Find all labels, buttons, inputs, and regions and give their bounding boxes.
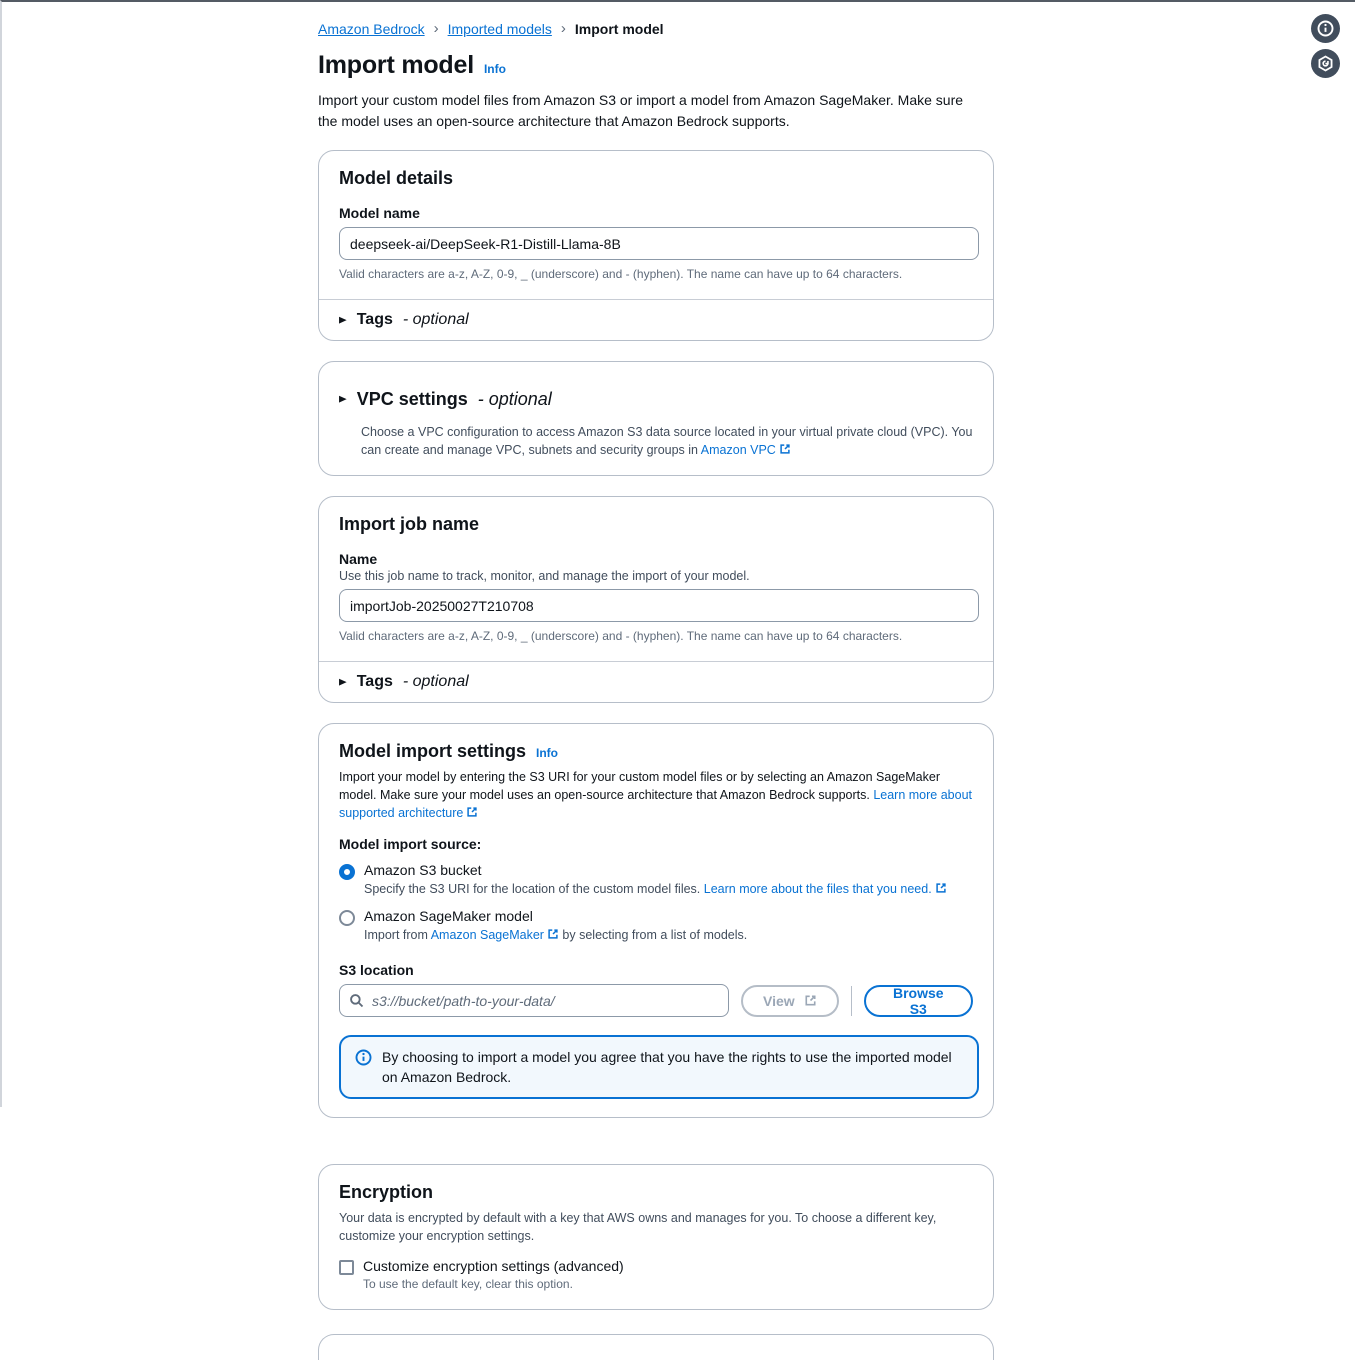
radio-unselected-icon[interactable]	[339, 910, 355, 926]
customize-encryption-label: Customize encryption settings (advanced)	[363, 1258, 624, 1274]
customize-encryption-row[interactable]	[339, 1258, 973, 1291]
caret-right-icon: ▶	[339, 315, 347, 325]
amazon-q-button[interactable]	[1311, 49, 1340, 78]
model-details-card	[318, 150, 994, 341]
radio-s3-description	[364, 881, 947, 898]
model-import-settings-card	[318, 723, 994, 1118]
external-link-icon	[466, 806, 478, 818]
radio-sagemaker-description	[364, 927, 747, 944]
amazon-vpc-link[interactable]: Amazon VPC	[700, 443, 776, 457]
page-description: Import your custom model files from Amazon S3 or import a model from Amazon SageMaker. Make sure the model uses an open-source architecture that Amazon Bedrock supports.	[318, 92, 964, 129]
breadcrumb	[318, 20, 994, 37]
breadcrumb-current: Import model	[574, 20, 664, 37]
radio-sagemaker-label: Amazon SageMaker model	[364, 908, 533, 924]
job-name-input[interactable]	[339, 589, 979, 622]
view-button-label: View	[763, 992, 795, 1009]
job-name-description: Use this job name to track, monitor, and manage the import of your model.	[339, 569, 750, 583]
vpc-settings-expander[interactable]	[339, 379, 973, 419]
info-icon	[355, 1049, 372, 1066]
radio-s3-label: Amazon S3 bucket	[364, 862, 482, 878]
vpc-description	[361, 423, 973, 459]
tags-label: Tags	[356, 673, 393, 690]
model-name-input[interactable]	[339, 227, 979, 260]
model-import-settings-info-link[interactable]: Info	[536, 746, 559, 760]
vpc-description-text: Choose a VPC configuration to access Amazon S3 data source located in your virtual private cloud (VPC). You can create and manage VPC, subnets and security groups in	[361, 425, 973, 457]
tags-optional-label: - optional	[402, 673, 469, 690]
radio-option-sagemaker[interactable]	[339, 908, 973, 944]
info-icon	[1317, 20, 1334, 37]
page-info-link[interactable]: Info	[483, 62, 506, 76]
tags-label: Tags	[356, 311, 393, 328]
external-link-icon	[804, 994, 817, 1007]
radio-sagemaker-description-text-after: by selecting from a list of models.	[558, 928, 748, 942]
import-job-title: Import job name	[339, 514, 480, 534]
external-link-icon	[779, 443, 791, 455]
breadcrumb-separator-icon: ›	[433, 20, 439, 37]
radio-selected-icon[interactable]	[339, 864, 355, 880]
supported-architecture-link[interactable]: Learn more about supported architecture	[339, 788, 972, 820]
job-name-constraint: Valid characters are a-z, A-Z, 0-9, _ (underscore) and - (hyphen). The name can have up to 64 characters.	[339, 629, 903, 643]
import-job-tags-expander[interactable]	[319, 662, 993, 702]
main-content	[318, 2, 994, 1360]
customize-encryption-help: To use the default key, clear this option.	[363, 1277, 573, 1291]
page-title: Import model	[318, 51, 474, 79]
vpc-optional-label: - optional	[477, 388, 552, 409]
hexagon-assistant-icon	[1317, 55, 1334, 72]
breadcrumb-link-amazon-bedrock[interactable]: Amazon Bedrock	[318, 20, 425, 37]
info-panel-button[interactable]	[1311, 14, 1340, 43]
breadcrumb-separator-icon: ›	[560, 20, 566, 37]
external-link-icon	[547, 928, 559, 940]
model-details-title: Model details	[339, 168, 454, 188]
model-name-constraint: Valid characters are a-z, A-Z, 0-9, _ (underscore) and - (hyphen). The name can have up to 64 characters.	[339, 267, 903, 281]
import-job-card	[318, 496, 994, 703]
caret-right-icon: ▶	[339, 394, 347, 404]
model-import-settings-description	[339, 768, 973, 822]
s3-uri-input[interactable]	[339, 984, 729, 1017]
s3-location-label: S3 location	[339, 962, 414, 978]
tags-optional-label: - optional	[402, 311, 469, 328]
encryption-card	[318, 1164, 994, 1310]
rights-notice-text: By choosing to import a model you agree that you have the rights to use the imported model on Amazon Bedrock.	[382, 1049, 952, 1085]
search-icon	[349, 993, 364, 1008]
radio-sagemaker-description-text: Import from	[364, 928, 431, 942]
side-panel-controls	[1311, 14, 1340, 78]
vpc-settings-card	[318, 361, 994, 476]
vpc-settings-title: VPC settings	[356, 388, 468, 409]
view-button[interactable]	[741, 985, 839, 1017]
browse-s3-button-label: Browse S3	[893, 984, 944, 1017]
encryption-title: Encryption	[339, 1182, 434, 1202]
model-import-source-label: Model import source:	[339, 836, 482, 852]
checkbox-unchecked-icon[interactable]	[339, 1260, 354, 1275]
button-divider	[851, 986, 852, 1016]
breadcrumb-link-imported-models[interactable]: Imported models	[447, 20, 552, 37]
model-name-label: Model name	[339, 205, 420, 221]
browse-s3-button[interactable]	[864, 985, 973, 1017]
rights-notice-alert	[339, 1035, 979, 1099]
amazon-sagemaker-link[interactable]: Amazon SageMaker	[430, 928, 544, 942]
model-import-settings-title: Model import settings	[339, 741, 527, 761]
radio-option-s3-bucket[interactable]	[339, 862, 973, 898]
external-link-icon	[935, 882, 947, 894]
caret-right-icon: ▶	[339, 677, 347, 687]
encryption-description: Your data is encrypted by default with a key that AWS owns and manages for you. To choose a different key, customize your encryption settings.	[339, 1211, 937, 1243]
import-settings-description-text: Import your model by entering the S3 URI for your custom model files or by selecting an Amazon SageMaker model. Make sure your model uses an open-source architecture that Amazon Bedrock supports.	[339, 770, 940, 802]
job-name-label: Name	[339, 551, 378, 567]
files-you-need-link[interactable]: Learn more about the files that you need.	[703, 882, 932, 896]
model-details-tags-expander[interactable]	[319, 300, 993, 340]
next-card-partial	[318, 1334, 994, 1360]
radio-s3-description-text: Specify the S3 URI for the location of the custom model files.	[364, 882, 704, 896]
